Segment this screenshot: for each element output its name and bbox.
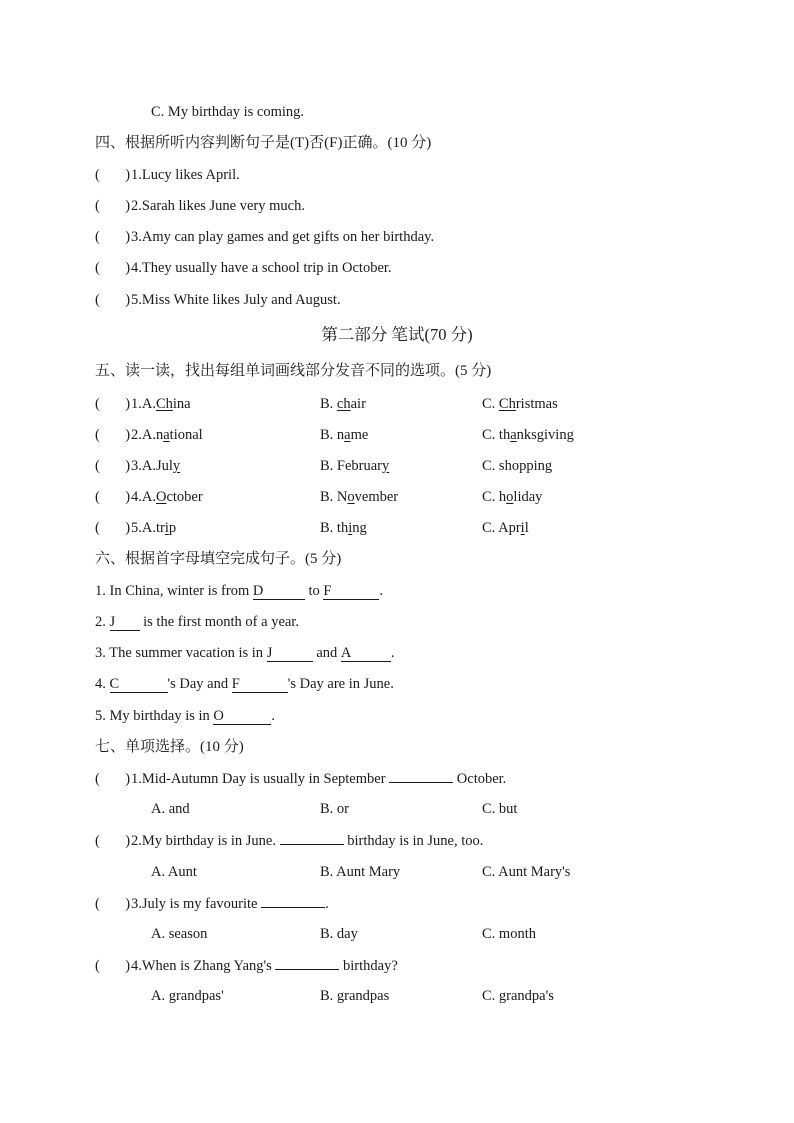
underlined-letters: y <box>382 458 390 474</box>
answer-bracket[interactable]: ( ) <box>95 427 131 443</box>
s6-sentence-3: 3. The summer vacation is in J and A . <box>95 645 395 661</box>
question-text: 3.July is my favourite <box>131 896 262 912</box>
underlined-letters: g <box>544 458 553 474</box>
sentence-text: is the first month of a year. <box>139 614 299 630</box>
answer-bracket[interactable]: ( ) <box>95 489 131 505</box>
blank-d[interactable]: D <box>253 583 305 600</box>
s7-q4-option-b[interactable]: B. grandpas <box>320 988 390 1004</box>
option-text: C. My birthday is coming. <box>151 104 305 120</box>
underlined-letters: y <box>172 458 181 474</box>
question-text: 1.Mid-Autumn Day is usually in September <box>131 771 390 787</box>
s7-q2-option-c[interactable]: C. Aunt Mary's <box>482 864 571 880</box>
answer-bracket[interactable]: ( ) <box>95 292 131 308</box>
s4-item-5 <box>95 289 341 311</box>
underlined-letters: a <box>344 427 351 443</box>
underlined-letters: o <box>347 489 355 505</box>
s6-sentence-4: 4. C 's Day and F 's Day are in June. <box>95 676 394 692</box>
blank-c[interactable]: C <box>110 676 168 693</box>
underlined-letters: ch <box>336 396 351 412</box>
underlined-letters: Ch <box>498 396 516 412</box>
s5-row-4-option-a[interactable]: ( )4.A.October <box>95 486 203 508</box>
item-text: 5.Miss White likes July and August. <box>131 292 341 308</box>
s6-sentence-1: 1. In China, winter is from D to F . <box>95 583 384 599</box>
s5-row-4-option-c[interactable]: C. holiday <box>482 489 543 505</box>
s6-sentence-2: 2. J is the first month of a year. <box>95 614 299 630</box>
answer-blank[interactable] <box>389 767 453 783</box>
underlined-letters: O <box>155 489 167 505</box>
answer-bracket[interactable]: ( ) <box>95 198 131 214</box>
answer-bracket[interactable]: ( ) <box>95 458 131 474</box>
sentence-text: 3. The summer vacation is in <box>95 645 267 661</box>
s7-q1-option-b[interactable]: B. or <box>320 801 349 817</box>
item-text: 3.Amy can play games and get gifts on her birthday. <box>131 229 435 245</box>
s7-q3-option-b[interactable]: B. day <box>320 926 358 942</box>
s5-row-1-option-b[interactable]: B. chair <box>320 396 366 412</box>
answer-bracket[interactable]: ( ) <box>95 958 131 974</box>
section5-heading: 五、读一读，找出每组单词画线部分发音不同的选项。(5 分) <box>95 363 492 379</box>
s7-q3-option-c[interactable]: C. month <box>482 926 536 942</box>
blank-a[interactable]: A <box>341 645 391 662</box>
s4-item-2 <box>95 195 305 217</box>
underlined-letters: a <box>510 427 517 443</box>
s7-question-1: ( )1.Mid-Autumn Day is usually in September October. <box>95 767 506 789</box>
answer-bracket[interactable]: ( ) <box>95 260 131 276</box>
answer-bracket[interactable]: ( ) <box>95 229 131 245</box>
answer-bracket[interactable]: ( ) <box>95 520 131 536</box>
s7-question-3: ( )3.July is my favourite . <box>95 892 329 914</box>
s7-q1-option-c[interactable]: C. but <box>482 801 518 817</box>
item-text: 1.Lucy likes April. <box>131 167 240 183</box>
underlined-letters: i <box>164 520 169 536</box>
answer-bracket[interactable]: ( ) <box>95 396 131 412</box>
answer-blank[interactable] <box>275 954 339 970</box>
s7-q4-option-c[interactable]: C. grandpa's <box>482 988 554 1004</box>
item-text: 2.Sarah likes June very much. <box>131 198 305 214</box>
sentence-text: 's Day and <box>167 676 232 692</box>
section7-heading: 七、单项选择。(10 分) <box>95 739 244 755</box>
answer-bracket[interactable]: ( ) <box>95 771 131 787</box>
s7-q1-option-a[interactable]: A. and <box>151 801 190 817</box>
s5-row-3-option-a[interactable]: ( )3.A.July <box>95 455 180 477</box>
question-text: 2.My birthday is in June. <box>131 833 280 849</box>
sentence-text: 5. My birthday is in <box>95 708 214 724</box>
underlined-letters: Ch <box>155 396 173 412</box>
s6-sentence-5: 5. My birthday is in O . <box>95 708 276 724</box>
blank-o[interactable]: O <box>213 708 271 725</box>
section6-heading: 六、根据首字母填空完成句子。(5 分) <box>95 551 342 567</box>
s7-question-2: ( )2.My birthday is in June. birthday is in June, too. <box>95 829 483 851</box>
underlined-letters: a <box>163 427 170 443</box>
answer-blank[interactable] <box>280 829 344 845</box>
blank-f[interactable]: F <box>323 583 379 600</box>
s5-row-2-option-c[interactable]: C. thanksgiving <box>482 427 574 443</box>
answer-bracket[interactable]: ( ) <box>95 167 131 183</box>
item-text: 4.They usually have a school trip in October. <box>131 260 392 276</box>
s5-row-1-option-a[interactable]: ( )1.A.China <box>95 393 191 415</box>
part2-title: 第二部分 笔试(70 分) <box>321 325 473 344</box>
s7-q4-option-a[interactable]: A. grandpas' <box>151 988 224 1004</box>
answer-bracket[interactable]: ( ) <box>95 896 131 912</box>
underlined-letters: i <box>520 520 525 536</box>
underlined-letters: o <box>506 489 514 505</box>
s7-q3-option-a[interactable]: A. season <box>151 926 208 942</box>
section4-heading: 四、根据所听内容判断句子是(T)否(F)正确。(10 分) <box>95 135 432 151</box>
s5-row-5-option-b[interactable]: B. thing <box>320 520 367 536</box>
s5-row-3-option-c[interactable]: C. shopping <box>482 458 553 474</box>
underlined-letters: i <box>348 520 353 536</box>
s4-item-1 <box>95 164 240 186</box>
blank-j[interactable]: J <box>110 614 140 631</box>
sentence-text: 's Day are in June. <box>287 676 394 692</box>
s4-item-4 <box>95 257 392 279</box>
s7-q2-option-a[interactable]: A. Aunt <box>151 864 197 880</box>
sentence-text: to <box>304 583 324 599</box>
s5-row-4-option-b[interactable]: B. November <box>320 489 399 505</box>
s7-q2-option-b[interactable]: B. Aunt Mary <box>320 864 401 880</box>
s5-row-5-option-c[interactable]: C. April <box>482 520 529 536</box>
s5-row-3-option-b[interactable]: B. February <box>320 458 390 474</box>
s5-row-5-option-a[interactable]: ( )5.A.trip <box>95 517 176 539</box>
carryover-option <box>151 101 304 123</box>
answer-bracket[interactable]: ( ) <box>95 833 131 849</box>
question-text: 4.When is Zhang Yang's <box>131 958 276 974</box>
s4-item-3 <box>95 226 434 248</box>
blank-f[interactable]: F <box>232 676 288 693</box>
s5-row-1-option-c[interactable]: C. Christmas <box>482 396 558 412</box>
blank-j[interactable]: J <box>267 645 313 662</box>
s5-row-2-option-a[interactable]: ( )2.A.national <box>95 424 203 446</box>
s7-question-4: ( )4.When is Zhang Yang's birthday? <box>95 954 398 976</box>
answer-blank[interactable] <box>261 892 325 908</box>
s5-row-2-option-b[interactable]: B. name <box>320 427 369 443</box>
sentence-text: 1. In China, winter is from <box>95 583 253 599</box>
